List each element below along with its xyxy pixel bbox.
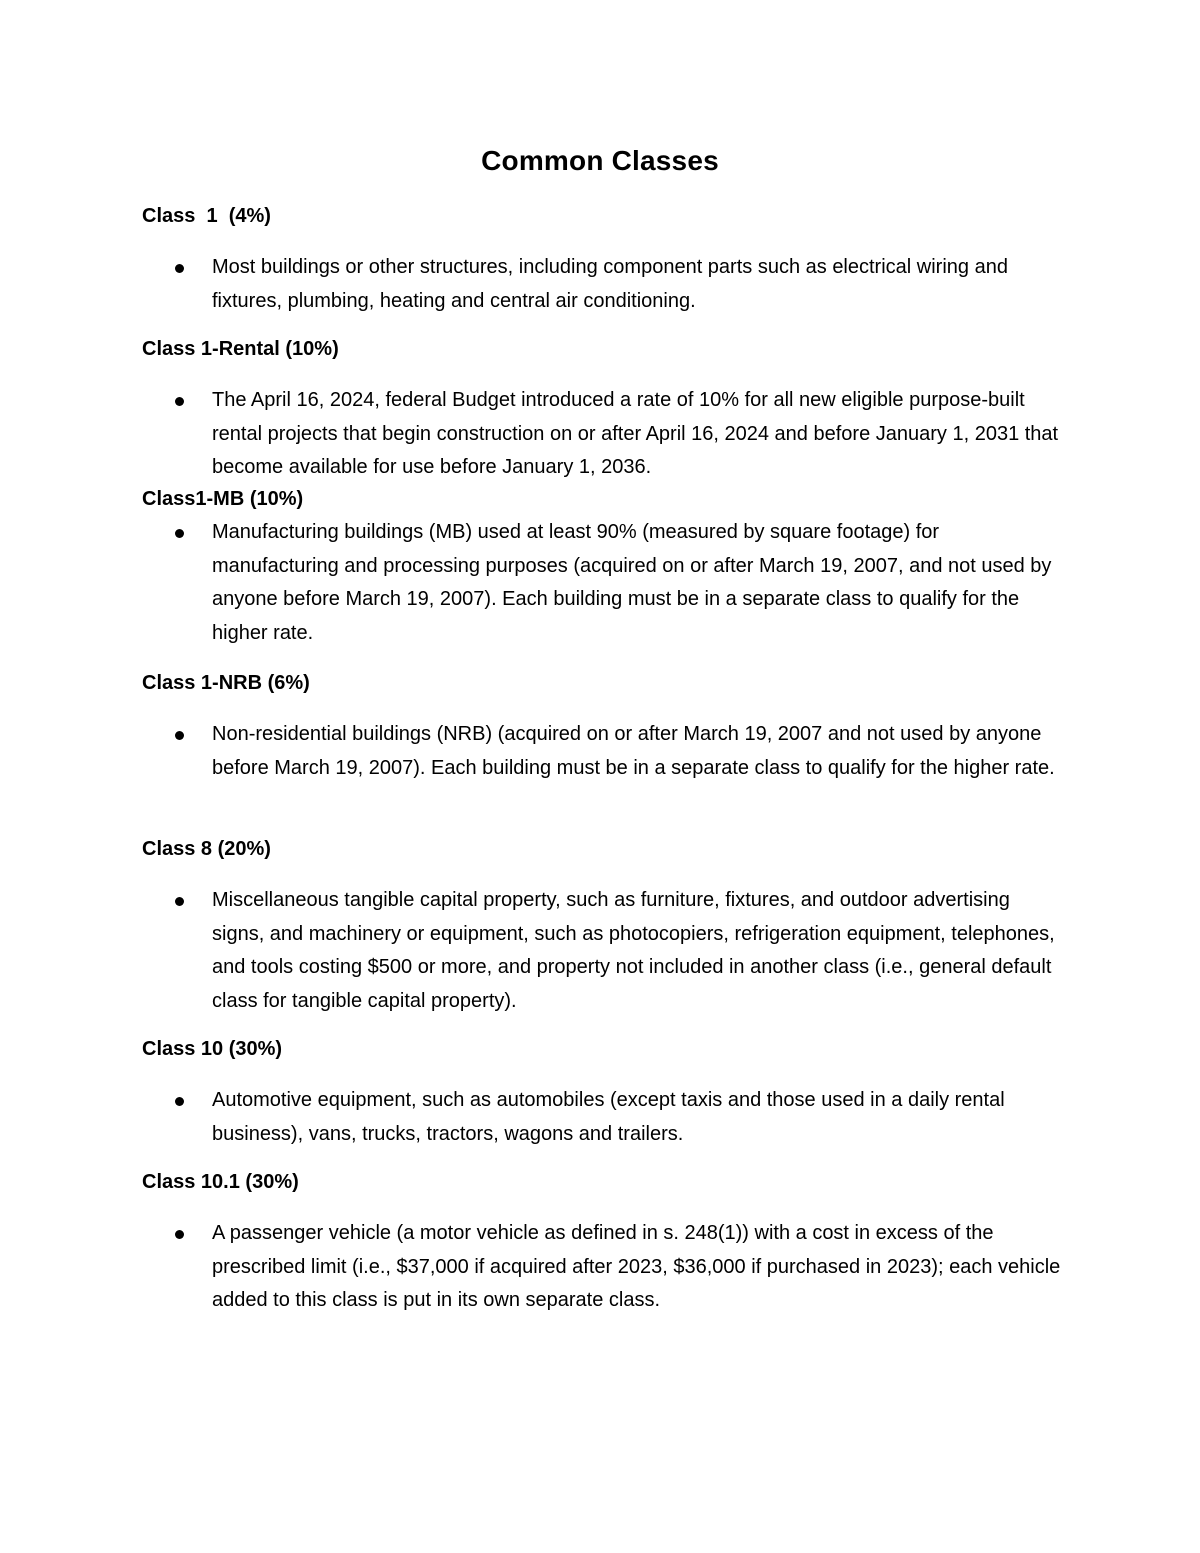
bullet-list <box>142 1217 1062 1318</box>
section-heading: Class 8 (20%) <box>142 838 271 860</box>
bullet-icon <box>175 731 184 740</box>
bullet-text: The April 16, 2024, federal Budget introduced a rate of 10% for all new eligible purpose-built rental projects that begin construction on or after April 16, 2024 and before January 1, 2031 that become available for use before January 1, 2036. <box>212 389 1059 478</box>
bullet-icon <box>175 1097 184 1106</box>
bullet-icon <box>175 529 184 538</box>
bullet-text: Non-residential buildings (NRB) (acquired on or after March 19, 2007 and not used by anyone before March 19, 2007). Each building must be in a separate class to qualify for the higher rate. <box>212 723 1055 779</box>
bullet-list <box>142 718 1062 785</box>
list-item <box>142 718 1062 785</box>
section-class-1-mb <box>142 485 1062 650</box>
bullet-text: Automotive equipment, such as automobiles (except taxis and those used in a daily rental business), vans, trucks, tractors, wagons and trailers. <box>212 1089 1005 1145</box>
section-class-10-1 <box>142 1168 1062 1318</box>
bullet-text: Manufacturing buildings (MB) used at least 90% (measured by square footage) for manufacturing and processing purposes (acquired on or after March 19, 2007, and not used by anyone before March 19, 2007). Each building must be in a separate class to qualify for the higher rate. <box>212 521 1052 644</box>
bullet-icon <box>175 397 184 406</box>
bullet-text: A passenger vehicle (a motor vehicle as defined in s. 248(1)) with a cost in excess of the prescribed limit (i.e., $37,000 if acquired after 2023, $36,000 if purchased in 2023); each vehicle added to this class is put in its own separate class. <box>212 1222 1061 1311</box>
section-heading: Class1-MB (10%) <box>142 488 304 510</box>
list-item <box>142 1084 1062 1151</box>
bullet-list <box>142 251 1062 318</box>
section-heading: Class 1 (4%) <box>142 205 271 227</box>
list-item <box>142 384 1062 485</box>
list-item <box>142 516 1062 650</box>
section-class-1 <box>142 202 1062 318</box>
section-class-1-rental <box>142 335 1062 485</box>
bullet-list <box>142 884 1062 1018</box>
list-item <box>142 251 1062 318</box>
bullet-text: Most buildings or other structures, including component parts such as electrical wiring and fixtures, plumbing, heating and central air conditioning. <box>212 256 1008 312</box>
section-heading: Class 10.1 (30%) <box>142 1171 299 1193</box>
section-heading: Class 1-NRB (6%) <box>142 672 310 694</box>
list-item <box>142 1217 1062 1318</box>
bullet-icon <box>175 1230 184 1239</box>
section-heading: Class 10 (30%) <box>142 1038 283 1060</box>
bullet-icon <box>175 897 184 906</box>
bullet-list <box>142 384 1062 485</box>
page-title: Common Classes <box>481 145 719 176</box>
bullet-text: Miscellaneous tangible capital property, such as furniture, fixtures, and outdoor advertising signs, and machinery or equipment, such as photocopiers, refrigeration equipment, telephones, and tools costing $500 or more, and property not included in another class (i.e., general default class for tangible capital property). <box>212 889 1055 1012</box>
section-class-1-nrb <box>142 669 1062 785</box>
list-item <box>142 884 1062 1018</box>
section-class-10 <box>142 1035 1062 1151</box>
bullet-list <box>142 516 1062 650</box>
section-class-8 <box>142 835 1062 1018</box>
bullet-icon <box>175 264 184 273</box>
bullet-list <box>142 1084 1062 1151</box>
section-heading: Class 1-Rental (10%) <box>142 338 339 360</box>
